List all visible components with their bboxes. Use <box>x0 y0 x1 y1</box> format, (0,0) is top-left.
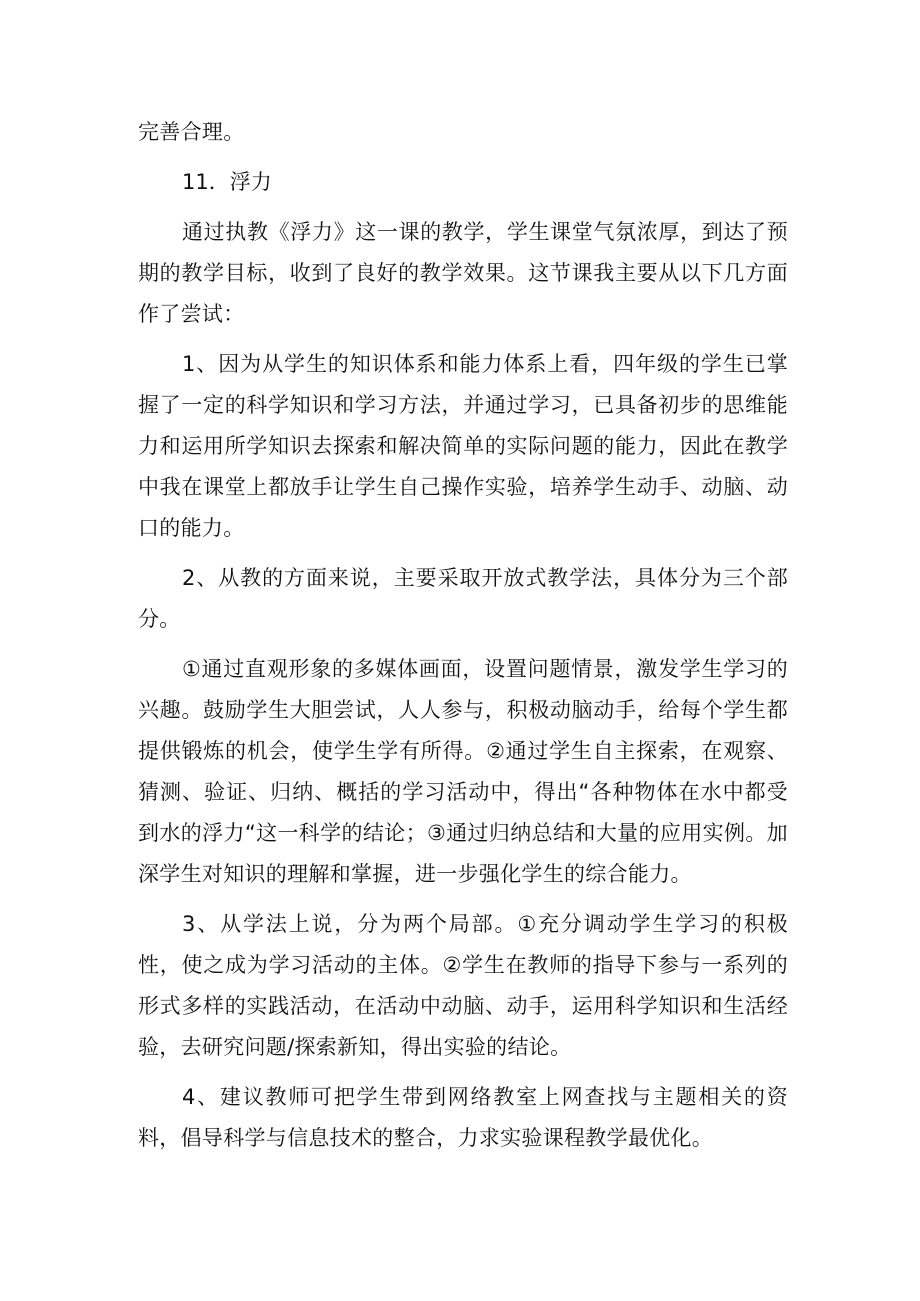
paragraph-point-2: 2、从教的方面来说，主要采取开放式教学法，具体分为三个部分。 <box>138 566 788 631</box>
paragraph-point-1: 1、因为从学生的知识体系和能力体系上看，四年级的学生已掌握了一定的科学知识和学习方法，并通过学习，已具备初步的思维能力和运用所学知识去探索和解决简单的实际问题的能力，因此在教学中我在课堂上都放手让学生自己操作实验，培养学生动手、动脑、动口的能力。 <box>138 352 788 540</box>
paragraph-intro: 通过执教《浮力》这一课的教学，学生课堂气氛浓厚，到达了预期的教学目标，收到了良好的教学效果。这节课我主要从以下几方面作了尝试： <box>138 220 788 326</box>
paragraph-continuation: 完善合理。 <box>138 120 245 144</box>
paragraph-point-3: 3、从学法上说，分为两个局部。①充分调动学生学习的积极性，使之成为学习活动的主体。②学生在教师的指导下参与一系列的形式多样的实践活动，在活动中动脑、动手，运用科学知识和生活经验，去研究问题/探索新知，得出实验的结论。 <box>138 912 788 1059</box>
section-heading-buoyancy: 11．浮力 <box>182 170 272 194</box>
document-body <box>138 112 788 1159</box>
paragraph-point-4: 4、建议教师可把学生带到网络教室上网查找与主题相关的资料，倡导科学与信息技术的整合，力求实验课程教学最优化。 <box>138 1085 788 1150</box>
paragraph-point-2-details: ①通过直观形象的多媒体画面，设置问题情景，激发学生学习的兴趣。鼓励学生大胆尝试，人人参与，积极动脑动手，给每个学生都提供锻炼的机会，使学生学有所得。②通过学生自主探索，在观察、猜测、验证、归纳、概括的学习活动中，得出“各种物体在水中都受到水的浮力“这一科学的结论；③通过归纳总结和大量的应用实例。加深学生对知识的理解和掌握，进一步强化学生的综合能力。 <box>138 657 788 886</box>
